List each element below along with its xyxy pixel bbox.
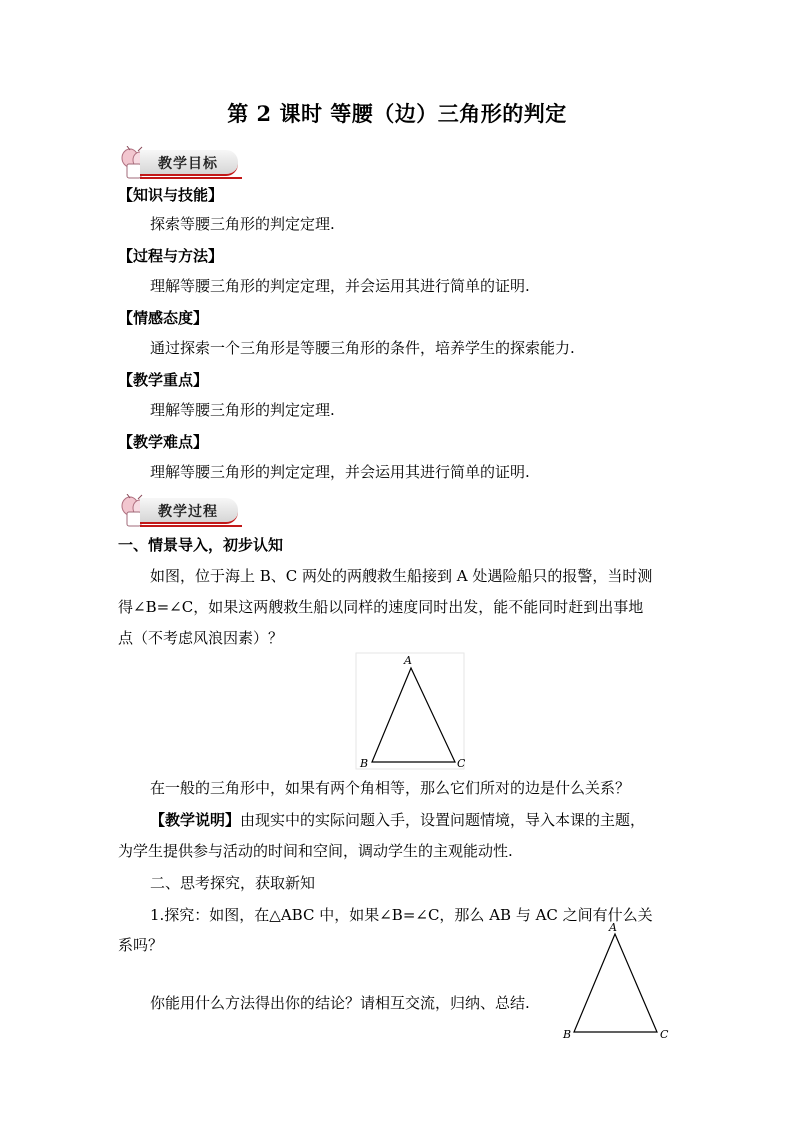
- triangle-figure-2: [560, 922, 672, 1042]
- goals-banner: [118, 146, 242, 180]
- teaching-note-text: 由现实中的实际问题入手，设置问题情境，导入本课的主题，: [240, 811, 646, 829]
- vertex-label-b: B: [360, 757, 369, 770]
- section-heading: 【知识与技能】: [118, 186, 224, 204]
- part1-heading: 一、情景导入，初步认知: [118, 536, 284, 554]
- section-heading: 【教学难点】: [118, 433, 209, 451]
- part1-question: 在一般的三角形中，如果有两个角相等，那么它们所对的边是什么关系？: [150, 779, 631, 797]
- vertex-label-a: A: [609, 922, 617, 934]
- section-heading: 【教学重点】: [118, 371, 209, 389]
- section-text: 通过探索一个三角形是等腰三角形的条件，培养学生的探索能力.: [150, 339, 575, 357]
- vertex-label-a: A: [404, 654, 412, 667]
- section-heading: 【情感态度】: [118, 309, 209, 327]
- teaching-note-line2: 为学生提供参与活动的时间和空间，调动学生的主观能动性.: [118, 842, 513, 860]
- process-banner: [118, 494, 242, 528]
- process-banner-label: 教学过程: [158, 504, 218, 520]
- part1-para-line: 点（不考虑风浪因素）？: [118, 629, 284, 647]
- part1-para-line: 如图，位于海上 B、C 两处的两艘救生船接到 A 处遇险船只的报警，当时测: [150, 567, 653, 585]
- part1-para-line: 得∠B=∠C，如果这两艘救生船以同样的速度同时出发，能不能同时赶到出事地: [118, 598, 644, 616]
- section-heading: 【过程与方法】: [118, 247, 224, 265]
- part2-ask: 你能用什么方法得出你的结论？请相互交流，归纳、总结.: [150, 994, 530, 1012]
- vertex-label-c: C: [660, 1028, 669, 1041]
- section-text: 探索等腰三角形的判定定理.: [150, 215, 335, 233]
- section-text: 理解等腰三角形的判定定理，并会运用其进行简单的证明.: [150, 277, 530, 295]
- explore-line: 1.探究：如图，在△ABC 中，如果∠B=∠C，那么 AB 与 AC 之间有什么关: [150, 906, 653, 924]
- teaching-note-line1: [150, 810, 645, 830]
- vertex-label-c: C: [457, 757, 465, 770]
- page-title: 第 2 课时 等腰（边）三角形的判定: [227, 101, 567, 126]
- part2-heading: 二、思考探究，获取新知: [150, 874, 316, 892]
- vertex-label-b: B: [563, 1028, 572, 1041]
- triangle-figure-1: [355, 652, 465, 770]
- teaching-note-label: 【教学说明】: [150, 811, 241, 829]
- explore-line: 系吗？: [118, 936, 164, 954]
- goals-banner-label: 教学目标: [158, 156, 218, 172]
- section-text: 理解等腰三角形的判定定理.: [150, 401, 335, 419]
- section-text: 理解等腰三角形的判定定理，并会运用其进行简单的证明.: [150, 463, 530, 481]
